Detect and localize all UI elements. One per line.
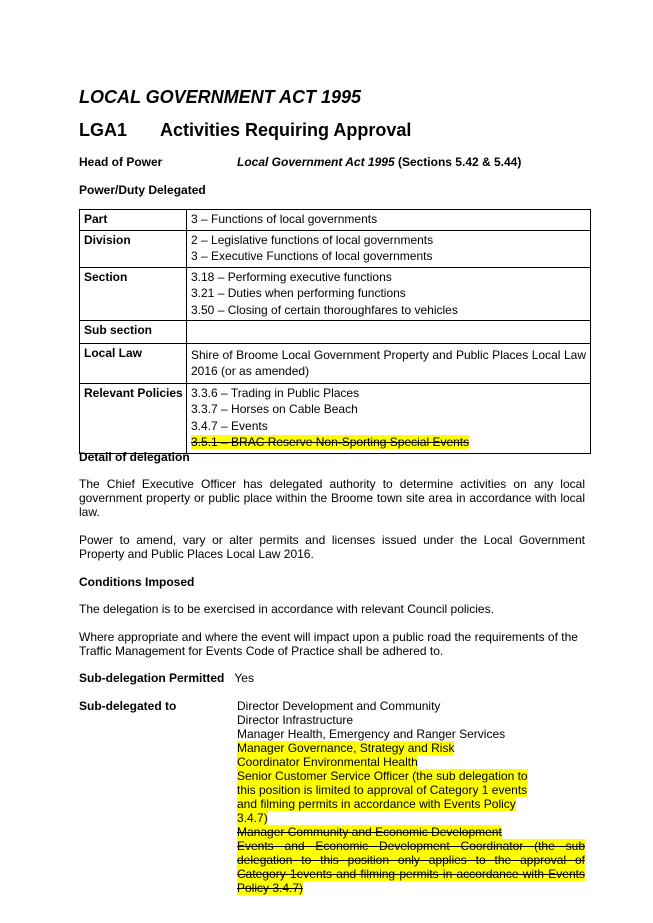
policy-item: 3.4.7 – Events	[191, 418, 268, 433]
policies-value	[187, 383, 591, 453]
head-of-power-sections: (Sections 5.42 & 5.44)	[394, 155, 522, 169]
delegation-table	[79, 209, 591, 454]
delegation-title: Activities Requiring Approval	[160, 120, 412, 140]
section-label: Section	[80, 267, 187, 321]
subsection-label: Sub section	[80, 321, 187, 344]
part-value	[187, 210, 591, 231]
part-label: Part	[80, 210, 187, 231]
table-row-part	[80, 210, 591, 231]
head-of-power-act: Local Government Act 1995	[237, 155, 395, 169]
act-title: LOCAL GOVERNMENT ACT 1995	[79, 87, 362, 107]
list-item-highlighted: Coordinator Environmental Health	[237, 755, 418, 769]
table-row-local-law	[80, 343, 591, 383]
list-item: Director Development and Community	[237, 699, 441, 713]
subdelegated-to-list	[237, 699, 585, 895]
local-law-label: Local Law	[80, 343, 187, 383]
list-item: Director Infrastructure	[237, 713, 354, 727]
policy-item: 3.3.7 – Horses on Cable Beach	[191, 402, 358, 416]
division-item: 3 – Executive Functions of local governments	[191, 249, 433, 263]
conditions-paragraph-2: Where appropriate and where the event will impact upon a public road the requirements of the Traffic Management for Events Code of Practice shall be adhered to.	[79, 630, 578, 658]
local-law-value: Shire of Broome Local Government Property and Public Places Local Law 2016 (or as amended)	[187, 343, 591, 383]
list-item-struck: Events and Economic Development Coordinator (the sub delegation to this position only applies to the approval of Category 1events and filming permits in accordance with Events Policy 3.4.7)	[237, 839, 585, 895]
table-row-division	[80, 230, 591, 267]
subdelegated-to-label: Sub-delegated to	[79, 699, 177, 713]
division-label: Division	[80, 230, 187, 267]
subdelegation-permitted-value: Yes	[234, 671, 254, 685]
list-item-struck: Manager Community and Economic Development	[237, 825, 502, 839]
section-item: 3.50 – Closing of certain thoroughfares to vehicles	[191, 302, 458, 317]
table-row-subsection	[80, 321, 591, 344]
detail-paragraph-1: The Chief Executive Officer has delegated authority to determine activities on any local government property or public place within the Broome town site area in accordance with local law.	[79, 477, 585, 519]
table-row-section	[80, 267, 591, 321]
part-item: 3 – Functions of local governments	[191, 212, 378, 226]
list-item-senior-officer: Senior Customer Service Officer (the sub delegation to this position is limited to approval of Category 1 events and filming permits in accordance with Events Policy 3.4.7)	[237, 769, 528, 825]
conditions-heading: Conditions Imposed	[79, 575, 195, 589]
section-value	[187, 267, 591, 321]
delegation-heading	[79, 120, 411, 141]
policy-item: 3.3.6 – Trading in Public Places	[191, 385, 360, 400]
policy-item-struck: 3.5.1 – BRAC Reserve Non-Sporting Special Events	[191, 435, 470, 449]
section-item: 3.21 – Duties when performing functions	[191, 286, 406, 300]
conditions-paragraph-1: The delegation is to be exercised in accordance with relevant Council policies.	[79, 602, 494, 616]
head-of-power-label: Head of Power	[79, 155, 163, 169]
division-value	[187, 230, 591, 267]
head-of-power-value	[237, 155, 521, 169]
power-duty-label: Power/Duty Delegated	[79, 183, 206, 197]
subsection-value	[187, 321, 591, 344]
delegation-code: LGA1	[79, 120, 128, 140]
detail-heading: Detail of delegation	[79, 450, 190, 464]
list-item: Manager Health, Emergency and Ranger Services	[237, 727, 506, 741]
section-item: 3.18 – Performing executive functions	[191, 269, 392, 284]
table-row-policies	[80, 383, 591, 453]
list-item-highlighted: Manager Governance, Strategy and Risk	[237, 741, 455, 755]
policies-label: Relevant Policies	[80, 383, 187, 453]
division-item: 2 – Legislative functions of local governments	[191, 232, 434, 247]
detail-paragraph-2: Power to amend, vary or alter permits and licenses issued under the Local Government Property and Public Places Local Law 2016.	[79, 533, 585, 561]
subdelegation-permitted	[79, 671, 254, 685]
subdelegation-permitted-label: Sub-delegation Permitted	[79, 671, 225, 685]
